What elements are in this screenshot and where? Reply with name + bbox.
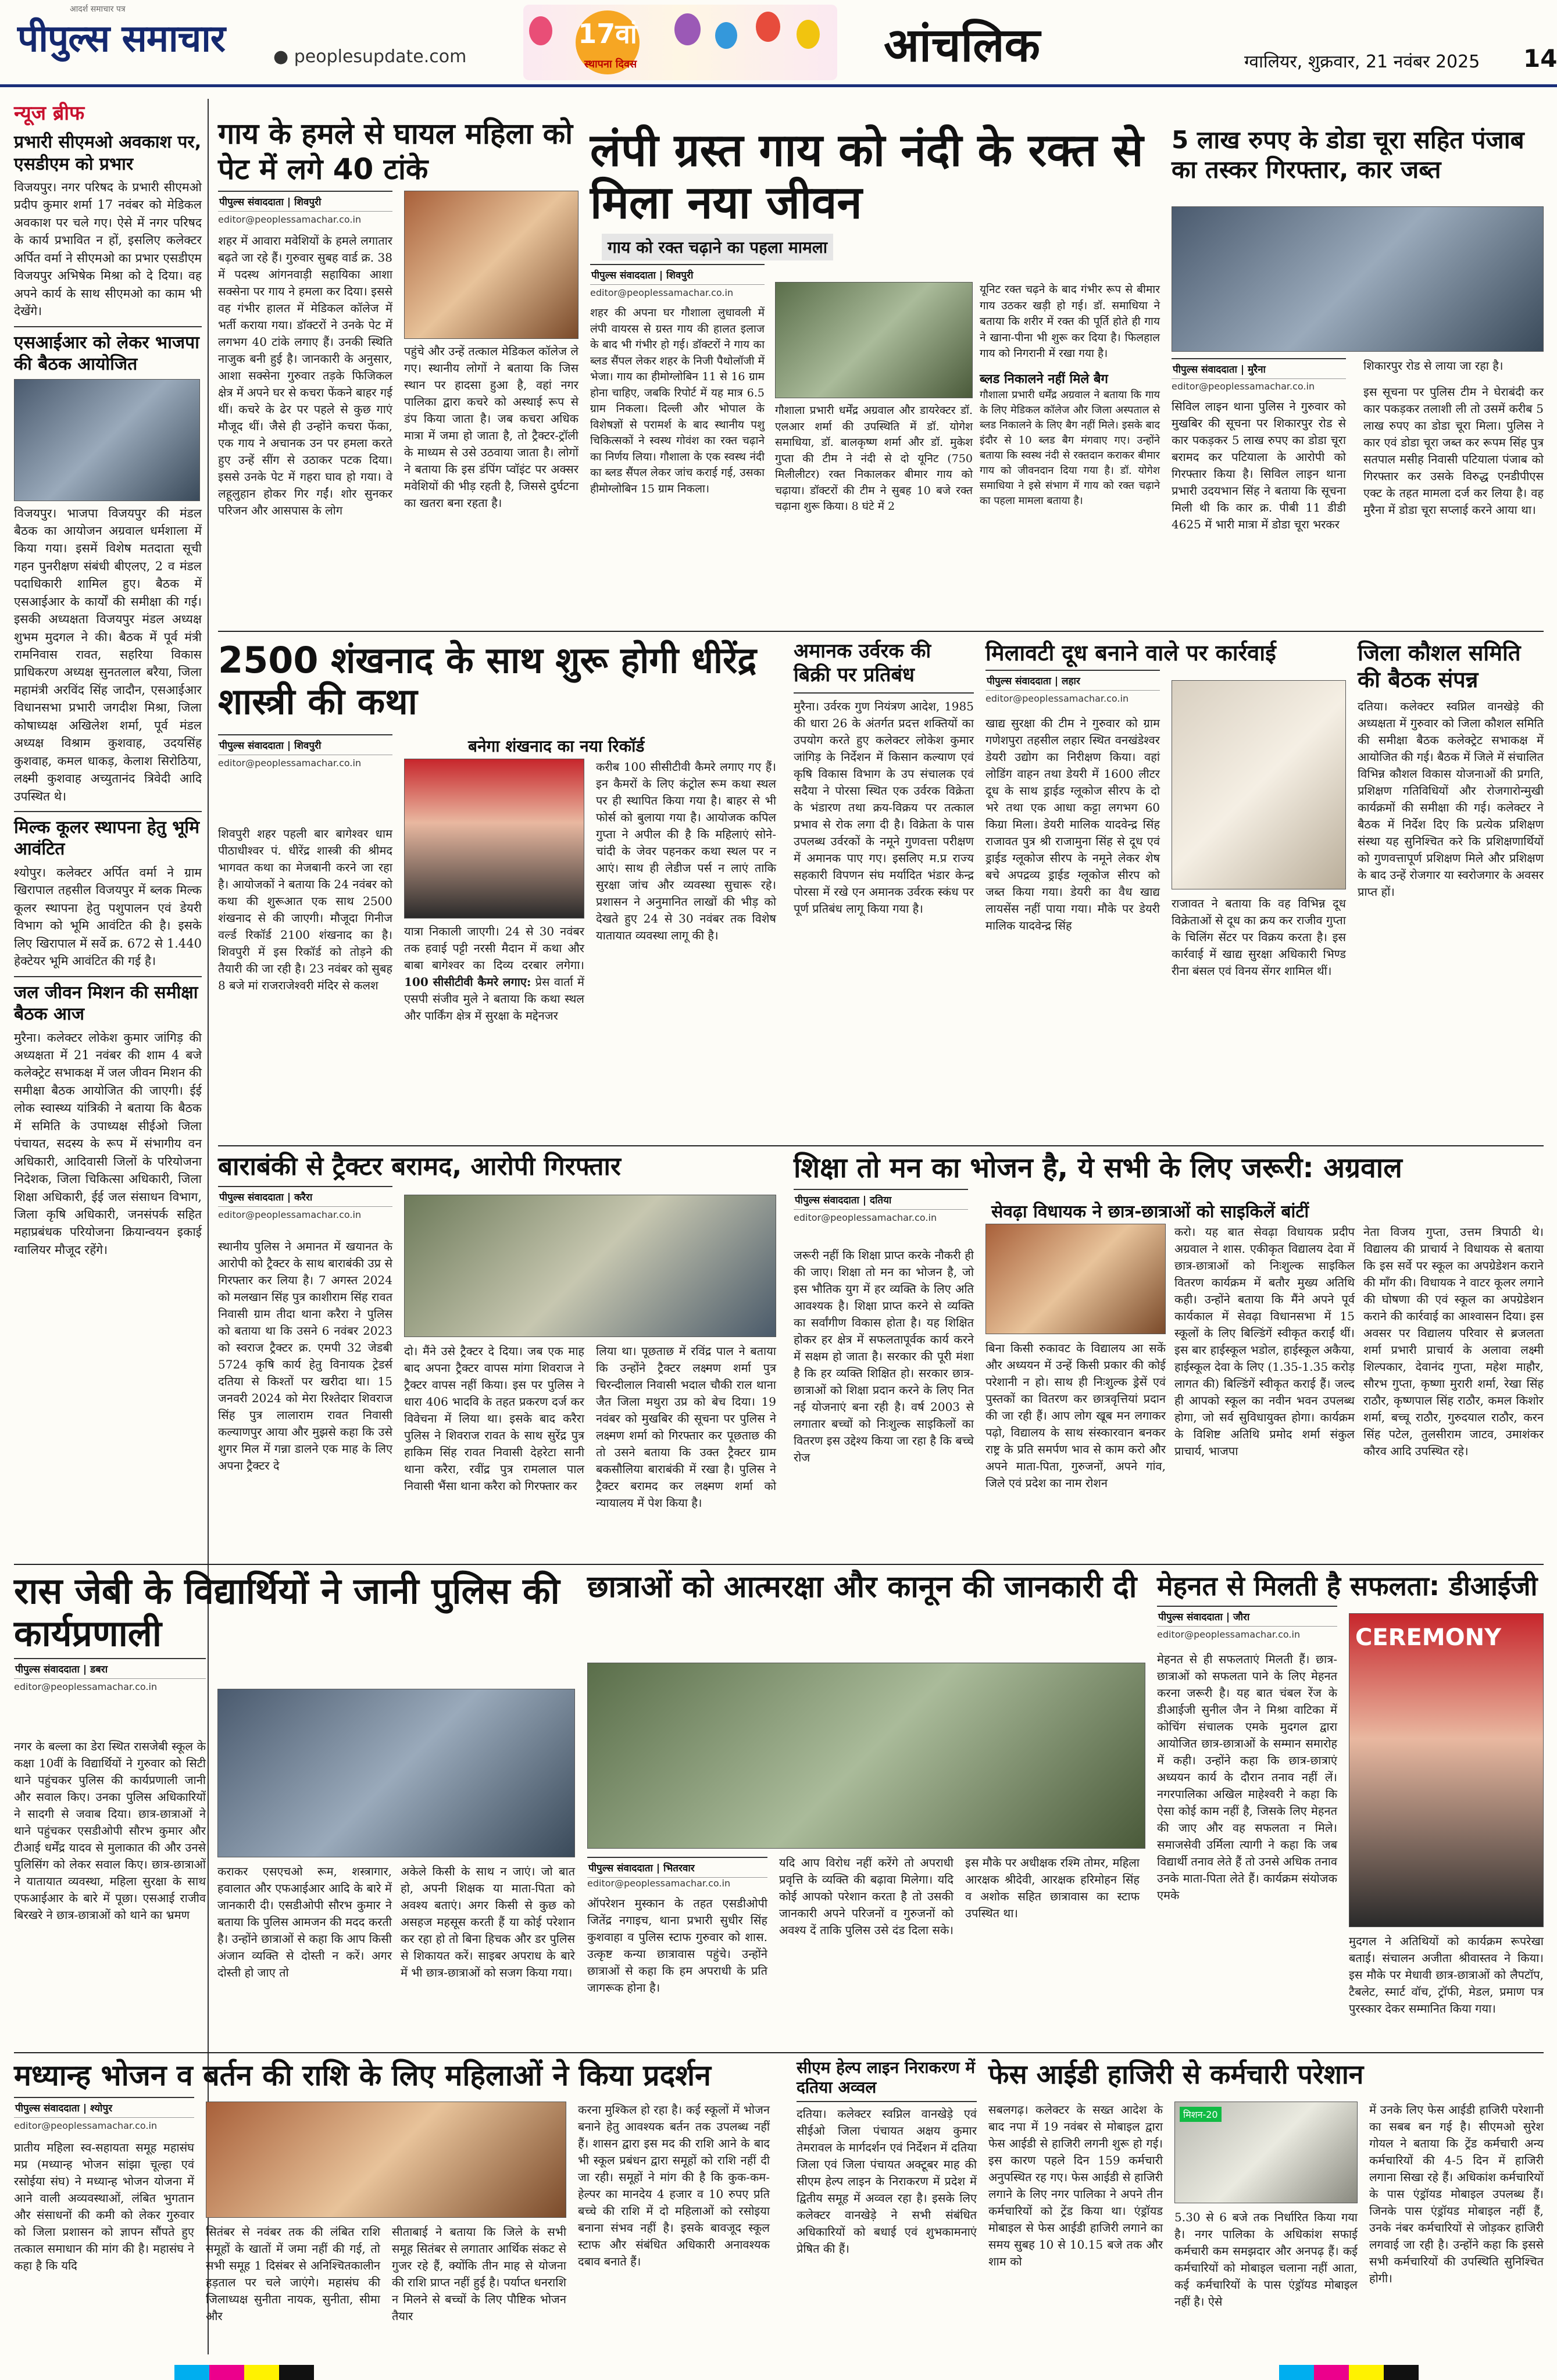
page-number: 14: [1523, 44, 1557, 73]
article-skill-committee: [1358, 639, 1544, 1139]
brief-headline: एसआईआर को लेकर भाजपा की बैठक आयोजित: [14, 326, 202, 376]
byline: पीपुल्स संवाददाता | शिवपुरी: [590, 264, 765, 285]
article-body: दतिया। कलेक्टर स्वप्निल वानखेड़े की अध्यक्षता में गुरुवार को जिला कौशल समिति की समीक्षा बैठक कलेक्ट्रेट सभाकक्ष में आयोजित की गई। बैठक में जिले में संचालित विभिन्न कौशल विकास योजनाओं की प्रगति, प्रशिक्षण गतिविधियों और रोजगारोन्मुखी कार्यक्रमों की समीक्षा की गई। कलेक्टर ने बैठक में निर्देश दिए कि प्रत्येक प्रशिक्षण संस्था यह सुनिश्चित करे कि प्रशिक्षणार्थियों को गुणवत्तापूर्ण प्रशिक्षण मिले और प्रशिक्षण के बाद उन्हें रोजगार या स्वरोजगार के अवसर प्राप्त हों।: [1358, 699, 1544, 899]
print-registration-mark: [209, 2365, 244, 2380]
print-registration-mark: [1279, 2365, 1314, 2380]
photo-label: मिशन-20: [1180, 2107, 1222, 2122]
article-body: शिवपुरी शहर पहली बार बागेश्वर धाम पीठाधीश्वर पं. धीरेंद्र शास्त्री की श्रीमद भागवत कथा का मेजबानी करने जा रहा है। आयोजकों ने बताया कि 24 नवंबर को कथा की शुरूआत एक साथ 2500 शंखनाद से की जाएगी। मौजूदा गिनीज वर्ल्ड रिकॉर्ड 2100 शंखनाद का है। शिवपुरी में इस रिकॉर्ड को तोड़ने की तैयारी की जा रही है। 23 नवंबर को सुबह 8 बजे मां राजराजेश्वरी मंदिर से कलश: [218, 827, 392, 992]
brand-logo: पीपुल्स समाचार: [17, 17, 225, 60]
article-milk: [985, 639, 1346, 1139]
article-body: 5.30 से 6 बजे तक निर्धारित किया गया है। नगर पालिका के अधिकांश सफाई कर्मचारी कम समझदार और अनपढ़ हैं। कई कर्मचारियों को मोबाइल चलाना नहीं आता, कई कर्मचारियों के पास एंड्रॉयड मोबाइल नहीं है। ऐसे: [1174, 2210, 1358, 2308]
article-body: दो। मैंने उसे ट्रैक्टर दे दिया। जब एक माह बाद अपना ट्रैक्टर वापस मांगा शिवराज ने ट्रैक्टर वापस नहीं किया। इस पर पुलिस ने धारा 406 भादवि के तहत प्रकरण दर्ज कर विवेचना में लिया था। इसके बाद करैरा पुलिस ने शिवराज रावत के साथ सुरेंद्र पुत्र हाकिम सिंह रावत निवासी देहरेटा सानी थाना करैरा, रवींद्र पुत्र रामलाल पाल निवासी भैंसा थाना करैरा को गिरफ्तार कर: [404, 1344, 584, 1493]
article-face-id: [988, 2058, 1544, 2354]
article-body: करीब 100 सीसीटीवी कैमरे लगाए गए हैं। इन कैमरों के लिए कंट्रोल रूम कथा स्थल पर ही स्थापित किया गया है। बाहर से भी फोर्स को बुलाया गया है। आयोजक कपिल गुप्ता ने अपील की है कि महिलाएं सोने-चांदी के जेवर पहनकर कथा स्थल पर न आएं। साथ ही लेडीज पर्स न लाएं ताकि सुरक्षा जांच और व्यवस्था सुचारू रहे। प्रशासन ने अनुमानित लाखों की भीड़ को देखते हुए 24 से 30 नवंबर तक विशेष यातायात व्यवस्था लागू की है।: [596, 760, 776, 942]
section-divider: [218, 1145, 1544, 1146]
byline: पीपुल्स संवाददाता | लहार: [985, 670, 1160, 691]
arrest-photo: [1172, 206, 1544, 352]
article-headline: जिला कौशल समिति की बैठक संपन्न: [1358, 640, 1521, 693]
article-smuggler-continued: [1363, 384, 1544, 616]
photo-caption: गौशाला प्रभारी धर्मेंद्र अग्रवाल और डायरेक्टर डॉ. एलआर शर्मा की उपस्थिति में डॉ. योगेश समाधिया, डॉ. बालकृष्ण शर्मा और डॉ. मुकेश गुप्ता की टीम ने नंदी से दो यूनिट (750 मिलीलीटर) रक्त निकालकर बीमार गाय को चढ़ाया। डॉक्टरों की टीम ने सुबह 10 बजे रक्त चढ़ाना शुरू किया। 8 घंटे में 2: [775, 404, 973, 513]
section-divider: [14, 1564, 1544, 1565]
balloon-icon: [756, 12, 780, 42]
byline: पीपुल्स संवाददाता | करैरा: [218, 1186, 392, 1207]
article-headline: 2500 शंखनाद के साथ शुरू होगी धीरेंद्र शास्त्री की कथा: [218, 639, 757, 723]
article-body: सीताबाई ने बताया कि जिले के सभी समूह सितंबर से लगातार आर्थिक संकट से गुजर रहे हैं, क्योंकि तीन माह से योजना की राशि प्राप्त नहीं हुई है। पर्याप्त धनराशि न मिलने से बच्चों के लिए पौष्टिक भोजन तैयार: [392, 2225, 566, 2323]
brief-headline: प्रभारी सीएमओ अवकाश पर, एसडीएम को प्रभार: [14, 132, 202, 174]
article-body: में उनके लिए फेस आईडी हाजिरी परेशानी का सबब बन गई है। सीएमओ सुरेश गोयल ने बताया कि ट्रेंड कर्मचारी अन्य कर्मचारियों की 4-5 दिन में हाजिरी लगाना सिखा रहे हैं। अधिकांश कर्मचारियों के पास एंड्रॉयड मोबाइल उपलब्ध हैं। जिनके पास एंड्रॉयड मोबाइल नहीं हैं, उनके नंबर कर्मचारियों से जोड़कर हाजिरी लगवाई जा रही है। उन्होंने कहा कि इससे सभी कर्मचारियों की उपस्थिति सुनिश्चित होगी।: [1369, 2103, 1544, 2285]
article-body: स्थानीय पुलिस ने अमानत में खयानत के आरोपी को ट्रैक्टर के साथ बाराबंकी उप्र से गिरफ्तार कर लिया है। 7 अगस्त 2024 को मलखान सिंह पुत्र काशीराम सिंह रावत निवासी ग्राम तीदा थाना करैरा ने पुलिस को बताया था कि उसने 6 नवंबर 2023 को स्वराज ट्रैक्टर क्र. एमपी 32 जेडबी 5724 कृषि कार्य हेतु विनायक ट्रेडर्स दतिया से किश्तों पर खरीदा था। 15 जनवरी 2024 को मेरा रिश्तेदार शिवराज सिंह पुत्र लालाराम रावत निवासी कल्याणपुर आया और मुझसे कहा कि उसे शुगर मिल में गन्ना डालने एक माह के लिए अपना ट्रैक्टर दे: [218, 1239, 392, 1473]
press-conference-photo: [404, 759, 584, 919]
byline: पीपुल्स संवाददाता | जौरा: [1157, 1606, 1337, 1627]
article-body: खाद्य सुरक्षा की टीम ने गुरुवार को ग्राम गणेशपुरा तहसील लहार स्थित वनखंडेश्वर डेयरी उद्योग का निरीक्षण किया। वहां लोडिंग वाहन तथा डेयरी में 1600 लीटर दूध के साथ ड्राईड ग्लूकोज सीरप के दो भरे तथा एक आधा कट्टा लगभग 60 किग्रा मिला। डेयरी मालिक यादवेन्द्र सिंह राजावत पुत्र श्री राजामुना सिंह से दूध एवं ड्राईड ग्लूकोज सीरप के नमूने लेकर शेष बचे अपद्रव्य ड्राईड ग्लूकोज सीरप को जब्त किया गया। डेयरी का वैध खाद्य लायसेंस नहीं पाया गया। मौके पर डेयरी मालिक यादवेन्द्र सिंह: [985, 716, 1160, 932]
byline-email: editor@peoplessamachar.co.in: [218, 214, 362, 225]
sidebar-blood-bags: [980, 372, 1160, 523]
anniversary-badge: 17वां: [576, 10, 640, 74]
article-headline: सीएम हेल्प लाइन निराकरण में दतिया अव्वल: [797, 2058, 977, 2102]
anniversary-label: स्थापना दिवस: [584, 58, 637, 70]
article-tractor: [218, 1151, 782, 1558]
balloon-icon: [529, 16, 552, 45]
brief-body: श्योपुर। कलेक्टर अर्पित वर्मा ने ग्राम खिरापाल तहसील विजयपुर में ब्लक मिल्क कूलर स्थापना हेतु पशुपालन एवं डेयरी विभाग को भूमि आवंटित की है। इसके लिए खिरापाल में सर्वे क्र. 672 से 1.440 हेक्टेयर भूमि आवंटित की गई है।: [14, 865, 202, 969]
article-self-defence: [587, 1570, 1145, 2046]
article-body: प्रातीय महिला स्व-सहायता समूह महासंघ मप्र (मध्यान्ह भोजन सांझा चूल्हा एवं रसोईया संघ) ने मध्यान्ह भोजन योजना में आने वाली अव्यवस्थाओं, लंबित भुगतान और संसाधनों की कमी को लेकर गुरुवार को जिला प्रशासन को ज्ञापन सौंपते हुए तत्काल समाधान की मांग की है। महासंघ ने कहा है कि यदि: [14, 2140, 194, 2272]
article-body: करो। यह बात सेवढ़ा विधायक प्रदीप अग्रवाल ने शास. एकीकृत विद्यालय देवा में छात्र-छात्राओं को निःशुल्क साइकिल वितरण कार्यक्रम में बतौर मुख्य अतिथि कही। उन्होंने बताया कि मैंने अपने पूर्व कार्यकाल में सेवढ़ा विधानसभा में 15 स्कूलों के लिए बिल्डिंगें स्वीकृत कराईं थीं। इस बार हाईस्कूल भडोल, हाईस्कूल अकैया, हाईस्कूल देवा के लिए (1.35-1.35 करोड़ लागत की) बिल्डिंगें स्वीकृत कराई हैं। जल्द ही आपको स्कूल का नवीन भवन उपलब्ध होगा, जो सर्व सुविधायुक्त होगा। कार्यक्रम के विशिष्ट अतिथि प्रमोद शर्मा संकुल प्राचार्य, भाजपा: [1174, 1225, 1355, 1458]
article-body: नगर के बल्ला का डेरा स्थित रासजेबी स्कूल के कक्षा 10वीं के विद्यार्थियों ने गुरुवार को सिटी थाने पहुंचकर पुलिस की कार्यप्रणाली जानी और सवाल किए। उनका पुलिस अधिकारियों ने सादगी से जवाब दिया। छात्र-छात्राओं ने थाने पहुंचकर एसडीओपी सौरभ कुमार और टीआई धर्मेंद्र यादव से मुलाकात की और उनसे पुलिसिंग को लेकर सवाल किए। छात्र-छात्राओं ने यातायात व्यवस्था, महिला सुरक्षा के साथ एफआईआर के बारे में पूछा। एसआई राजीव बिरखरे ने छात्र-छात्राओं को थाने का भ्रमण: [14, 1739, 206, 1922]
article-body: पहुंचे और उन्हें तत्काल मेडिकल कॉलेज ले गए। स्थानीय लोगों ने बताया कि जिस स्थान पर हादसा हुआ है, वहां नगर पालिका द्वारा कचरे को अस्थाई रूप से डंप किया जाता है। जब कचरा अधिक मात्रा में जमा हो जाता है, तो ट्रैक्टर-ट्रॉली के माध्यम से उसे उठवाया जाता है। लोगों ने बताया कि इस डंपिंग प्वॉइंट पर अक्सर मवेशियों की भीड़ रहती है, जिससे दुर्घटना का खतरा बना रहता है।: [404, 344, 578, 510]
article-headline: मिलावटी दूध बनाने वाले पर कार्रवाई: [985, 640, 1276, 666]
sidebar-headline: ब्लड निकालने नहीं मिले बैग: [980, 372, 1108, 387]
article-shankhnad: [218, 639, 782, 1139]
byline: पीपुल्स संवाददाता | श्योपुर: [14, 2097, 194, 2118]
article-body: ऑपरेशन मुस्कान के तहत एसडीओपी जितेंद्र नगाइच, थाना प्रभारी सुधीर सिंह कुशवाहा व पुलिस स्टाफ गुरुवार को शास. उत्कृष्ट कन्या छात्रावास पहुंचे। उन्होंने छात्राओं से कहा कि हम अपराधी के प्रति जागरूक होना है।: [587, 1896, 767, 1995]
article-body: शहर में आवारा मवेशियों के हमले लगातार बढ़ते जा रहे हैं। गुरुवार सुबह वार्ड क्र. 38 में पदस्थ आंगनवाड़ी सहायिका आशा सक्सेना पर गाय ने हमला कर दिया। इससे वह गंभीर हालत में मेडिकल कॉलेज में भर्ती कराया गया। डॉक्टरों ने उनके पेट में लगभग 40 टांके लगाए हैं। उनकी स्थिति नाजुक बनी हुई है। जानकारी के अनुसार, आशा सक्सेना गुरुवार तड़के फिजिकल क्षेत्र में अपने घर से कचरा फेंकने बाहर गई थीं। कचरे के ढेर पर पहले से कुछ गाएं मौजूद थीं। जैसे ही उन्होंने कचरा फेंका, एक गाय ने अचानक उन पर हमला करते हुए उन्हें सींग से उठाकर पटक दिया। इससे उनके पेट में गहरा घाव हो गया। वे लहूलुहान होकर गिर गईं। शोर सुनकर परिजन और आसपास के लोग: [218, 234, 392, 517]
print-registration-mark: [279, 2365, 314, 2380]
article-headline: छात्राओं को आत्मरक्षा और कानून की जानकारी दी: [587, 1570, 1137, 1604]
article-headline: बाराबंकी से ट्रैक्टर बरामद, आरोपी गिरफ्तार: [218, 1152, 621, 1181]
article-midday-meal: [14, 2058, 787, 2354]
article-body: कराकर एसएचओ रूम, शस्त्रागार, हवालात और एफआईआर आदि के बारे में जानकारी दी। एसडीओपी सौरभ कुमार ने बताया कि पुलिस आमजन की मदद करती है। उन्होंने छात्राओं से कहा कि आप किसी अंजान व्यक्ति से दोस्ती न करें। अगर दोस्ती हो जाए तो: [217, 1864, 392, 1979]
article-body: दतिया। कलेक्टर स्वप्निल वानखेड़े एवं सीईओ जिला पंचायत अक्षय कुमार तेमरावल के मार्गदर्शन एवं निर्देशन में दतिया जिला एवं जिला पंचायत अक्टूबर माह की सीएम हेल्प लाइन के निराकरण में प्रदेश में द्वितीय समूह में अव्वल रहा है। इसके लिए कलेक्टर वानखेड़े ने सभी संबंधित अधिकारियों को बधाई एवं शुभकामनाएं प्रेषित की हैं।: [797, 2107, 977, 2256]
print-registration-mark: [1349, 2365, 1384, 2380]
cycle-distribution-photo: [985, 1224, 1166, 1334]
byline-email: editor@peoplessamachar.co.in: [794, 1212, 937, 1223]
masthead: [0, 0, 1557, 87]
byline: पीपुल्स संवाददाता | डबरा: [14, 1658, 206, 1679]
section-divider: [218, 631, 1544, 632]
byline: पीपुल्स संवाददाता | मुरैना: [1172, 358, 1346, 379]
article-body: यदि आप विरोध नहीं करेंगे तो अपराधी प्रवृत्ति के व्यक्ति की बढ़ावा मिलेगा। यदि कोई आपको परेशान करता है तो उसकी जानकारी अपने परिजनों व गुरुजनों को अवश्य दें ताकि पुलिस उसे दंड दिला सके। इस मौके पर अधीक्षक रश्मि तोमर, महिला आरक्षक श्रीदेवी, आरक्षक हरिमोहन सिंह व अशोक सहित छात्रावास का स्टाफ उपस्थित था।: [779, 1856, 1140, 1937]
print-registration-mark: [244, 2365, 279, 2380]
ceremony-photo: [1349, 1613, 1544, 1927]
byline-email: editor@peoplessamachar.co.in: [1157, 1629, 1301, 1641]
byline-email: editor@peoplessamachar.co.in: [1172, 381, 1315, 392]
balloon-icon: [674, 13, 701, 45]
milk-cans-photo: [1172, 680, 1346, 889]
byline: पीपुल्स संवाददाता | शिवपुरी: [218, 734, 392, 755]
byline-email: editor@peoplessamachar.co.in: [14, 2120, 158, 2131]
article-body: जरूरी नहीं कि शिक्षा प्राप्त करके नौकरी ही की जाए। शिक्षा तो मन का भोजन है, जो इस भौतिक युग में हर व्यक्ति के लिए अति आवश्यक है। शिक्षा प्राप्त करने से व्यक्ति का सर्वांगीण विकास होता है। यह शिक्षित होकर हर क्षेत्र में सफलतापूर्वक कार्य करने में सक्षम हो जाता है। सरकार की पूरी मंशा है कि हर व्यक्ति शिक्षित हो। सरकार छात्र-छात्राओं को शिक्षा प्रदान करने के लिए नित नई योजनाएं बना रही है। वर्ष 2003 से लगातार बच्चों को निःशुल्क साइकिलों का वितरण इस उद्देश्य किया जा रहा है कि बच्चे रोज: [794, 1248, 974, 1464]
article-headline: गाय के हमले से घायल महिला को पेट में लगे 40 टांके: [218, 117, 573, 186]
section-title: आंचलिक: [884, 17, 1040, 72]
article-body: मेहनत से ही सफलताएं मिलती हैं। छात्र-छात्राओं को सफलता पाने के लिए मेहनत करना जरूरी है। यह बात चंबल रेंज के डीआईजी सुनील जैन ने मिश्रा वाटिका में कोचिंग संचालक एमके मुदगल द्वारा आयोजित छात्र-छात्राओं के सम्मान समारोह में कही। उन्होंने कहा कि छात्र-छात्राएं अध्ययन कार्य के दौरान तनाव नहीं लें। नगरपालिका अखिल माहेश्वरी ने कहा कि ऐसा कोई काम नहीं है, जिसके लिए मेहनत की जाए और वह सफलता न मिले। समाजसेवी उर्मिला त्यागी ने कहा कि जब विद्यार्थी तनाव लेते हैं तो उनसे अधिक तनाव उनके माता-पिता लेते हैं। कार्यक्रम संयोजक एमके: [1157, 1652, 1338, 1902]
article-body: लिया था। पूछताछ में रविंद्र पाल ने बताया कि उन्होंने ट्रैक्टर लक्ष्मण शर्मा पुत्र चिरन्दीलाल निवासी भदाल चौकी राल थाना जैत जिला मथुरा उप्र को बेच दिया। 19 नवंबर को मुखबिर की सूचना पर पुलिस ने लक्ष्मण शर्मा को गिरफ्तार कर पूछताछ की तो उसने बताया कि उक्त ट्रैक्टर ग्राम बकसौलिया बाराबंकी में रखा है। पुलिस ने ट्रैक्टर बरामद कर लक्ष्मण शर्मा को न्यायालय में पेश किया है।: [596, 1344, 776, 1510]
article-cm-helpline: [797, 2058, 977, 2354]
section-divider: [14, 2052, 1544, 2053]
article-subheadline: बनेगा शंखनाद का नया रिकॉर्ड: [468, 737, 645, 756]
article-fertilizer: [794, 639, 974, 1139]
article-body: बिना किसी रुकावट के विद्यालय आ सकें और अध्ययन में उन्हें किसी प्रकार की कोई परेशानी न हो। साथ ही निःशुल्क ड्रेसें एवं पुस्तकों का वितरण कर छात्रवृत्तियां प्रदान की जा रही हैं। आप लोग खूब मन लगाकर पढ़ो, विद्यालय के साथ संस्कारवान बनकर राष्ट्र के प्रति समर्पण भाव से काम करो और अपने माता-पिता, गुरुजनों, अपने गांव, जिले एवं प्रदेश का नाम रोशन: [985, 1341, 1166, 1490]
dateline: ग्वालियर, शुक्रवार, 21 नवंबर 2025: [1244, 52, 1480, 72]
article-cow-attack: [218, 116, 578, 517]
article-subheadline: गाय को रक्त चढ़ाने का पहला मामला: [602, 234, 833, 260]
article-dig: [1157, 1570, 1544, 2046]
students-police-station-photo: [217, 1689, 575, 1857]
article-body: यात्रा निकाली जाएगी। 24 से 30 नवंबर तक हवाई पट्टी नरसी मैदान में कथा और बाबा बागेश्वर का दिव्य दरबार लगेगा। 100 सीसीटीवी कैमरे लगाए: प्रेस वार्ता में एसपी संजीव मुले ने बताया कि कथा स्थल और पार्किंग क्षेत्र में सुरक्षा के मद्देनजर: [404, 924, 584, 1023]
article-smuggler-left: [1172, 456, 1352, 619]
article-body: शिकारपुर रोड से लाया जा रहा है।: [1363, 359, 1504, 373]
article-body: अकेले किसी के साथ न जाएं। जो बात हो, अपनी शिक्षक या माता-पिता को अवश्य बताएं। अगर किसी से कुछ को असहज महसूस करती हैं या कोई परेशान कर रहा हो तो बिना हिचक और डर पुलिस से शिकायत करें। साइबर अपराध के बारे में भी छात्र-छात्राओं को सजग किया गया।: [401, 1864, 575, 1979]
article-headline: मेहनत से मिलती है सफलता: डीआईजी: [1157, 1570, 1538, 1602]
article-headline: शिक्षा तो मन का भोजन है, ये सभी के लिए जरूरी: अग्रवाल: [794, 1152, 1402, 1184]
women-protest-photo: [206, 2102, 566, 2218]
brief-body: विजयपुर। भाजपा विजयपुर की मंडल बैठक का आयोजन अग्रवाल धर्मशाला में किया गया। इसमें विशेष मतदाता सूची गहन पुनरीक्षण संबंधी बीएलए, 2 व मंडल पदाधिकारी शामिल हुए। बैठक में एसआईआर के कार्यों की समीक्षा की गई। इसकी अध्यक्षता विजयपुर मंडल अध्यक्ष शुभम मुदगल ने की। बैठक में पूर्व मंत्री रामनिवास रावत, सहरिया विकास प्राधिकरण अध्यक्ष सुनतलाल बरैया, जिला महामंत्री अरविंद सिंह जादौन, एसआईआर विधानसभा प्रभारी जगदीश मिश्रा, जिला कोषाध्यक्ष अखिलेश शर्मा, पूर्व मंडल अध्यक्ष विश्राम कुशवाह, उदयसिंह कुशवाह, कमल धाकड़, केलाश सिरोठिया, लक्ष्मी कुशवाह अच्युतानंद त्रिवेदी आदि उपस्थित थे।: [14, 506, 202, 803]
article-headline: 5 लाख रुपए के डोडा चूरा सहित पंजाब का तस्कर गिरफ्तार, कार जब्त: [1172, 126, 1524, 184]
article-body: यूनिट रक्त चढ़ने के बाद गंभीर रूप से बीमार गाय उठकर खड़ी हो गई। डॉ. समाधिया ने बताया कि शरीर में रक्त की पूर्ति होते ही गाय ने खाना-पीना भी शुरू कर दिया है। फिलहाल गाय को निगरानी में रखा गया है।: [980, 283, 1160, 360]
article-headline: मध्यान्ह भोजन व बर्तन की राशि के लिए महिलाओं ने किया प्रदर्शन: [14, 2059, 711, 2092]
byline-email: editor@peoplessamachar.co.in: [14, 1681, 158, 1693]
brief-body: विजयपुर। नगर परिषद के प्रभारी सीएमओ प्रदीप कुमार शर्मा 17 नवंबर को मेडिकल अवकाश पर चले गए। ऐसे में नगर परिषद के कार्य प्रभावित न हों, इसलिए कलेक्टर अर्पित वर्मा ने सीएमओ का प्रभार एसडीएम विजयपुर अभिषेक मिश्रा को दे दिया। वह अपने कार्य के साथ सीएमओ का काम भी देखेंगे।: [14, 180, 202, 319]
balloon-icon: [797, 20, 820, 49]
website-link[interactable]: ● peoplesupdate.com: [273, 47, 467, 67]
article-body: नेता विजय गुप्ता, उत्तम त्रिपाठी थे। विद्यालय की प्राचार्य ने विधायक से बताया कि इस सर्वे पर स्कूल का अपग्रेडेशन कराने की माँग की। विधायक ने वाटर कूलर लगाने की घोषणा की एवं स्कूल का अपग्रेडेशन कराने की कार्रवाई का आश्वासन दिया। इस अवसर पर विद्यालय परिवार से ब्रजलता शर्मा प्रभारी प्राचार्य के अलावा लक्ष्मी शिल्पकार, देवानंद गुप्ता, महेश माहौर, सौरभ गुप्ता, कृष्णा मुरारी शर्मा, रेखा सिंह राठौर, कृष्णपाल सिंह राठौर, कमल किशोर शर्मा, बच्चू राठौर, गुरुदयाल राठौर, करन सिंह पटेल, तुलसीराम जाटव, उमाशंकर कौरव आदि उपस्थित रहे।: [1363, 1225, 1544, 1458]
article-body: सिविल लाइन थाना पुलिस ने गुरुवार को मुखबिर की सूचना पर शिकारपुर रोड से कार पकड़कर 5 लाख रुपए का डोडा चूरा बरामद कर पटियाला के आरोपी को गिरफ्तार किया है। सिविल लाइन थाना प्रभारी उदयभान सिंह ने बताया कि सूचना मिली थी कि कार क्र. पीबी 11 डीडी 4625 में भारी मात्रा में डोडा चूरा भरकर: [1172, 399, 1346, 531]
byline-email: editor@peoplessamachar.co.in: [218, 757, 362, 769]
article-body: इस सूचना पर पुलिस टीम ने घेराबंदी कर कार पकड़कर तलाशी ली तो उसमें करीब 5 लाख रुपए का डोडा चूरा मिला। पुलिस ने कार एवं डोडा चूरा जब्त कर रूपम सिंह पुत्र सतपाल मसीह निवासी पटियाला पंजाब को गिरफ्तार कर उसके विरुद्ध एनडीपीएस एक्ट के तहत मामला दर्ज कर लिया है। वह मुरैना में डोडा चूरा सप्लाई करने आया था।: [1363, 385, 1544, 517]
balloon-icon: [715, 22, 737, 49]
ceremony-banner-text: CEREMONY: [1355, 1624, 1502, 1651]
byline-email: editor@peoplessamachar.co.in: [218, 1209, 362, 1220]
byline: पीपुल्स संवाददाता | भितरवार: [587, 1857, 767, 1878]
anniversary-banner: [523, 5, 837, 80]
cow-transfusion-photo: [775, 282, 973, 398]
news-brief-label: न्यूज ब्रीफ: [14, 102, 85, 125]
article-headline: रास जेबी के विद्यार्थियों ने जानी पुलिस की कार्यप्रणाली: [14, 1570, 560, 1655]
brief-headline: जल जीवन मिशन की समीक्षा बैठक आज: [14, 976, 202, 1025]
print-registration-mark: [174, 2365, 209, 2380]
tractor-photo: [404, 1195, 776, 1337]
sidebar-body: गौशाला प्रभारी धर्मेंद्र अग्रवाल ने बताया कि गाय के लिए मेडिकल कॉलेज और जिला अस्पताल से ब्लड निकालने के लिए बैग नहीं मिले। इसके बाद इंदौर से 10 ब्लड बैग मंगवाए गए। उन्होंने बताया कि स्वस्थ नंदी से रक्तदान कराकर बीमार गाय को जीवनदान दिया गया है। डॉ. योगेश समाधिया ने इसे संभाग में गाय को रक्त चढ़ाने का पहला मामला बताया है।: [980, 388, 1160, 508]
article-education: [794, 1151, 1544, 1558]
girls-hostel-photo: [587, 1663, 1145, 1849]
byline-email: editor@peoplessamachar.co.in: [587, 1878, 731, 1889]
article-police-school: [14, 1570, 575, 2046]
brief-headline: मिल्क कूलर स्थापना हेतु भूमि आवंटित: [14, 811, 202, 860]
byline-email: editor@peoplessamachar.co.in: [985, 693, 1129, 705]
print-registration-mark: [1384, 2365, 1419, 2380]
article-body: करना मुश्किल हो रहा है। कई स्कूलों में भोजन बनाने हेतु आवश्यक बर्तन तक उपलब्ध नहीं हैं। शासन द्वारा इस मद की राशि आने के बाद भी स्कूल प्रबंधन द्वारा समूहों को राशि नहीं दी जा रही। समूहों ने मांग की है कि कुक-कम-हेल्पर का मानदेय 4 हजार व 10 रुपए प्रति बच्चे की राशि में दो महिलाओं को रसोइया बनाना संभव नहीं है। इसके बावजूद स्कूल स्टाफ और संबंधित अधिकारी अनावश्यक दबाव बनाते हैं।: [578, 2103, 770, 2268]
article-body: सबलगढ़। कलेक्टर के सख्त आदेश के बाद नपा में 19 नवंबर से मोबाइल द्वारा फेस आईडी से हाजिरी लगनी शुरू हो गई। इस कारण पहले दिन 159 कर्मचारी अनुपस्थित रह गए। फेस आईडी से हाजिरी लगाने के लिए नगर पालिका ने अपने तीन कर्मचारियों को ट्रेंड किया था। एंड्रॉयड मोबाइल से फेस आईडी हाजिरी लगाने का समय सुबह 10 से 10.15 बजे तक और शाम को: [988, 2103, 1163, 2268]
article-body: राजावत ने बताया कि वह विभिन्न दूध विक्रेताओं से दूध का क्रय कर राजीव गुप्ता के चिलिंग सेंटर पर विक्रय करता है। इस कार्रवाई में खाद्य सुरक्षा अधिकारी भिण्ड रीना बंसल एवं विनय सेंगर शामिल थीं।: [1172, 896, 1346, 978]
brief-body: मुरैना। कलेक्टर लोकेश कुमार जांगिड़ की अध्यक्षता में 21 नवंबर की शाम 4 बजे कलेक्ट्रेट सभाकक्ष में जल जीवन मिशन की समीक्षा बैठक आयोजित की जाएगी। ईई लोक स्वास्थ्य यांत्रिकी ने बताया कि बैठक में समिति के उपाध्यक्ष सीईओ जिला पंचायत, सदस्य के रूप में संभागीय वन अधिकारी, आदिवासी जिलों के परियोजना निदेशक, जिला चिकित्सा अधिकारी, जिला शिक्षा अधिकारी, ईई जल संसाधन विभाग, जिला कृषि अधिकारी, जनसंपर्क सहित महाप्रबंधक परियोजना क्रियान्वयन इकाई ग्वालियर मौजूद रहेंगे।: [14, 1030, 202, 1257]
article-body: मुरैना। उर्वरक गुण नियंत्रण आदेश, 1985 की धारा 26 के अंतर्गत प्रदत्त शक्तियों का उपयोग करते हुए कलेक्टर लोकेश कुमार जांगिड़ के निर्देशन में किसान कल्याण एवं कृषि विकास विभाग के उप संचालक एवं सदैया ने पोरसा स्थित एक उर्वरक विक्रेता के भंडारण तथा क्रय-विक्रय पर तत्काल प्रभाव से रोक लगा दी है। विक्रेता के पास उपलब्ध उर्वरकों के नमूने गुणवत्ता परीक्षण में अमानक पाए गए। इसलिए म.प्र राज्य सहकारी विपणन संघ मर्यादित भंडार केन्द्र पोरसा में रखे एन अमानक उर्वरक स्कंध पर पूर्ण प्रतिबंध लागू किया गया है।: [794, 699, 974, 916]
byline: पीपुल्स संवाददाता | शिवपुरी: [218, 191, 392, 212]
article-headline: फेस आईडी हाजिरी से कर्मचारी परेशान: [988, 2059, 1364, 2090]
face-id-photo: [1174, 2102, 1358, 2203]
brand-tagline: आदर्श समाचार पत्र: [70, 5, 126, 14]
article-subheadline: सेवढ़ा विधायक ने छात्र-छात्राओं को साइकिलें बांटीं: [991, 1202, 1309, 1222]
injured-woman-photo: [404, 191, 578, 339]
article-headline: अमानक उर्वरक की बिक्री पर प्रतिबंध: [794, 639, 974, 694]
article-headline: लंपी ग्रस्त गाय को नंदी के रक्त से मिला नया जीवन: [590, 124, 1144, 229]
byline: पीपुल्स संवाददाता | दतिया: [794, 1189, 968, 1210]
article-body: मुदगल ने अतिथियों को कार्यक्रम रूपरेखा बताई। संचालन अजीता श्रीवास्तव ने किया। इस मौके पर मेधावी छात्र-छात्राओं को लैपटॉप, टैबलेट, स्मार्ट वॉच, ट्रॉफी, मेडल, प्रमाण पत्र पुरस्कार देकर सम्मानित किया गया।: [1349, 1934, 1544, 2016]
byline-email: editor@peoplessamachar.co.in: [590, 287, 734, 299]
article-body: सितंबर से नवंबर तक की लंबित राशि समूहों के खातों में जमा नहीं की गई, तो सभी समूह 1 दिसंबर से अनिश्चितकालीन हड़ताल पर चले जाएंगे। महासंघ की जिलाध्यक्ष सुनीता नायक, सुनीता, सीमा और: [206, 2225, 380, 2323]
meeting-photo: [14, 379, 200, 501]
print-registration-mark: [1314, 2365, 1349, 2380]
article-body: शहर की अपना घर गौशाला लुधावली में लंपी वायरस से ग्रस्त गाय की हालत इलाज के बाद भी गंभीर हो गई। डॉक्टरों ने गाय का ब्लड सैंपल लेकर शहर के निजी पैथोलॉजी में भेजा। गाय का हीमोग्लोबिन 11 से 16 ग्राम होना चाहिए, जबकि रिपोर्ट में यह मात्र 6.5 ग्राम निकला। दिल्ली और भोपाल के विशेषज्ञों से परामर्श के बाद स्थानीय पशु चिकित्सकों ने स्वस्थ गोवंश का रक्त चढ़ाने का निर्णय लिया। गौशाला के एक स्वस्थ नंदी का ब्लड सैंपल लेकर जांच कराई गई, उसका हीमोग्लोबिन 15 ग्राम निकला।: [590, 306, 765, 496]
